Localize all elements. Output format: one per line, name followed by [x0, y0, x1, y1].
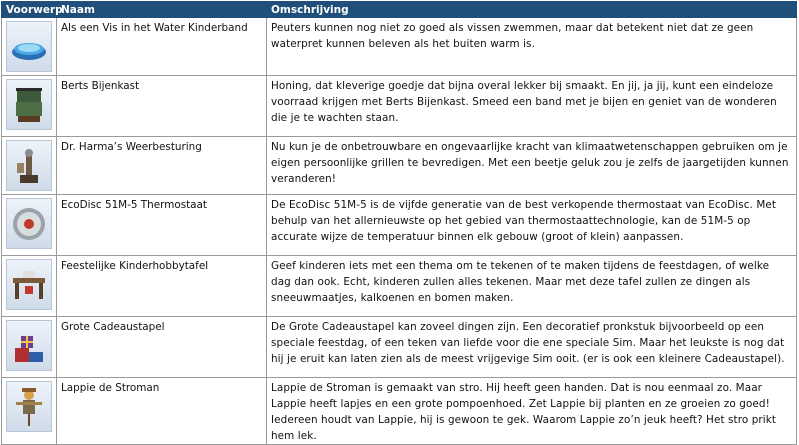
row-name: Als een Vis in het Water Kinderband — [57, 18, 267, 76]
row-description: De EcoDisc 51M-5 is de vijfde generatie van de best verkopende thermostaat van EcoDisc. Met behulp van het allernieuwste op het gebied van thermostaattechnologie, kan de 51M-5 op accurate wijze de temperatuur binnen elk gebouw (groot of klein) aanpassen. — [267, 195, 797, 256]
header-name: Naam — [57, 2, 267, 18]
row-description: Lappie de Stroman is gemaakt van stro. Hij heeft geen handen. Dat is nou eenmaal zo. Maar Lappie heeft lapjes en een grote pompoenhoed. Zet Lappie bij planten en ze groeien zo goed! Iedereen houdt van Lappie, hij is gewoon te gek. Waarom Lappie zo’n jeuk heeft? Het stro prikt hem lek. — [267, 378, 797, 445]
weather-machine-icon — [6, 140, 52, 191]
row-name: Lappie de Stroman — [57, 378, 267, 445]
beehive-icon — [6, 79, 52, 130]
header-object: Voorwerp — [2, 2, 57, 18]
row-description: Peuters kunnen nog niet zo goed als vissen zwemmen, maar dat betekent niet dat ze geen waterpret kunnen beleven als het buiten warm is. — [267, 18, 797, 76]
table-row — [2, 18, 797, 76]
table-row — [2, 378, 797, 445]
scarecrow-icon — [6, 381, 52, 432]
row-name: Feestelijke Kinderhobbytafel — [57, 256, 267, 317]
header-description: Omschrijving — [267, 2, 797, 18]
gift-stack-icon — [6, 320, 52, 371]
table-row — [2, 195, 797, 256]
row-description: Honing, dat kleverige goedje dat bijna overal lekker bij smaakt. En jij, ja jij, kunt een eindeloze voorraad krijgen met Berts Bijenkast. Smeed een band met je bijen en geniet van de wonderen die je te wachten staan. — [267, 76, 797, 137]
row-name: Berts Bijenkast — [57, 76, 267, 137]
row-description: Geef kinderen iets met een thema om te tekenen of te maken tijdens de feestdagen, of welke dag dan ook. Echt, kinderen zullen alles tekenen. Maar met deze tafel zullen ze dingen als sneeuwmaatjes, kalkoenen en bomen maken. — [267, 256, 797, 317]
baby-pool-icon — [6, 21, 52, 72]
row-description: Nu kun je de onbetrouwbare en ongevaarlijke kracht van klimaatwetenschappen gebruiken om je eigen persoonlijke grillen te bevredigen. Met een beetje geluk zou je zelfs de jaargetijden kunnen veranderen! — [267, 137, 797, 195]
table-row — [2, 76, 797, 137]
table-header-row — [2, 2, 797, 18]
table-row — [2, 317, 797, 378]
row-name: Dr. Harma’s Weerbesturing — [57, 137, 267, 195]
table-row — [2, 137, 797, 195]
row-name: Grote Cadeaustapel — [57, 317, 267, 378]
thermostat-icon — [6, 198, 52, 249]
row-name: EcoDisc 51M-5 Thermostaat — [57, 195, 267, 256]
craft-table-icon — [6, 259, 52, 310]
row-description: De Grote Cadeaustapel kan zoveel dingen zijn. Een decoratief pronkstuk bijvoorbeeld op een speciale feestdag, of een teken van liefde voor die ene speciale Sim. Maar het leukste is nog dat hij je eruit kan laten zien als de meest vrijgevige Sim ooit. (er is ook een kleinere Cadeaustapel). — [267, 317, 797, 378]
table-row — [2, 256, 797, 317]
objects-table — [1, 1, 797, 445]
